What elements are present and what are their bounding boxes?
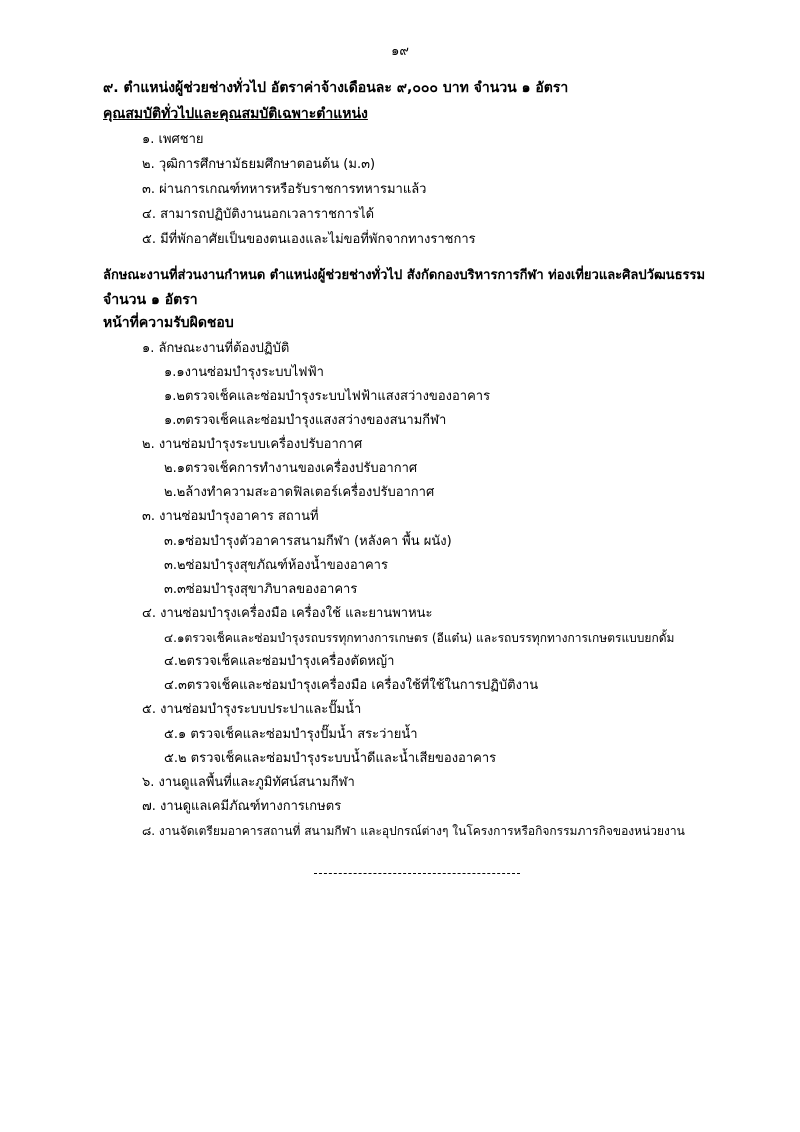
responsibility-item: ๕. งานซ่อมบำรุงระบบประปาและปั๊มน้ำ xyxy=(142,702,362,717)
responsibility-subitem: ๓.๒ซ่อมบำรุงสุขภัณฑ์ห้องน้ำของอาคาร xyxy=(164,558,388,573)
responsibility-item: ๔. งานซ่อมบำรุงเครื่องมือ เครื่องใช้ และยานพาหนะ xyxy=(142,606,433,621)
qualification-item: ๔. สามารถปฏิบัติงานนอกเวลาราชการได้ xyxy=(142,207,375,222)
end-divider xyxy=(314,873,520,874)
qualification-item: ๕. มีที่พักอาศัยเป็นของตนเองและไม่ขอที่พักจากทางราชการ xyxy=(142,232,476,247)
responsibility-subitem: ๓.๑ซ่อมบำรุงตัวอาคารสนามกีฬา (หลังคา พื้น ผนัง) xyxy=(164,534,452,549)
qualification-item: ๓. ผ่านการเกณฑ์ทหารหรือรับราชการทหารมาแล้ว xyxy=(142,182,427,197)
responsibility-subitem: ๔.๒ตรวจเช็คและซ่อมบำรุงเครื่องตัดหญ้า xyxy=(164,654,395,669)
responsibility-subitem: ๑.๒ตรวจเช็คและซ่อมบำรุงระบบไฟฟ้าแสงสว่างของอาคาร xyxy=(164,389,491,404)
responsibility-subitem: ๔.๓ตรวจเช็คและซ่อมบำรุงเครื่องมือ เครื่องใช้ที่ใช้ในการปฏิบัติงาน xyxy=(164,678,539,693)
responsibility-item: ๑. ลักษณะงานที่ต้องปฏิบัติ xyxy=(142,341,290,356)
qualification-item: ๑. เพศชาย xyxy=(142,132,204,147)
responsibility-subitem: ๔.๑ตรวจเช็คและซ่อมบำรุงรถบรรทุกทางการเกษตร (อีแต๋น) และรถบรรทุกทางการเกษตรแบบยกดั้ม xyxy=(164,631,675,645)
job-section-heading: ลักษณะงานที่ส่วนงานกำหนด ตำแหน่งผู้ช่วยช่างทั่วไป สังกัดกองบริหารการกีฬา ท่องเที่ยวและศิลปวัฒนธรรม xyxy=(103,268,706,283)
responsibility-item: ๘. งานจัดเตรียมอาคารสถานที่ สนามกีฬา และอุปกรณ์ต่างๆ ในโครงการหรือกิจกรรมภารกิจของหน่วยงาน xyxy=(142,824,685,838)
qualification-item: ๒. วุฒิการศึกษามัธยมศึกษาตอนต้น (ม.๓) xyxy=(142,157,376,172)
responsibilities-heading: หน้าที่ความรับผิดชอบ xyxy=(103,315,234,331)
qualifications-heading: คุณสมบัติทั่วไปและคุณสมบัติเฉพาะตำแหน่ง xyxy=(103,106,368,122)
responsibility-subitem: ๑.๓ตรวจเช็คและซ่อมบำรุงแสงสว่างของสนามกีฬา xyxy=(164,413,447,428)
page-number: ๑๙ xyxy=(391,44,409,59)
responsibility-subitem: ๕.๑ ตรวจเช็คและซ่อมบำรุงปั๊มน้ำ สระว่ายน้ำ xyxy=(164,727,418,742)
responsibility-subitem: ๕.๒ ตรวจเช็คและซ่อมบำรุงระบบน้ำดีและน้ำเสียของอาคาร xyxy=(164,751,497,766)
position-title: ๙. ตำแหน่งผู้ช่วยช่างทั่วไป อัตราค่าจ้างเดือนละ ๙,๐๐๐ บาท จำนวน ๑ อัตรา xyxy=(103,80,569,96)
responsibility-subitem: ๑.๑งานซ่อมบำรุงระบบไฟฟ้า xyxy=(164,365,324,380)
responsibility-subitem: ๒.๑ตรวจเช็คการทำงานของเครื่องปรับอากาศ xyxy=(164,461,418,476)
responsibility-item: ๖. งานดูแลพื้นที่และภูมิทัศน์สนามกีฬา xyxy=(142,775,355,790)
responsibility-subitem: ๓.๓ซ่อมบำรุงสุขาภิบาลของอาคาร xyxy=(164,582,358,597)
responsibility-item: ๓. งานซ่อมบำรุงอาคาร สถานที่ xyxy=(142,509,319,524)
responsibility-item: ๒. งานซ่อมบำรุงระบบเครื่องปรับอากาศ xyxy=(142,437,363,452)
responsibility-subitem: ๒.๒ล้างทำความสะอาดฟิลเตอร์เครื่องปรับอากาศ xyxy=(164,485,435,500)
job-section-count: จำนวน ๑ อัตรา xyxy=(103,292,198,308)
responsibility-item: ๗. งานดูแลเคมีภัณฑ์ทางการเกษตร xyxy=(142,799,342,814)
